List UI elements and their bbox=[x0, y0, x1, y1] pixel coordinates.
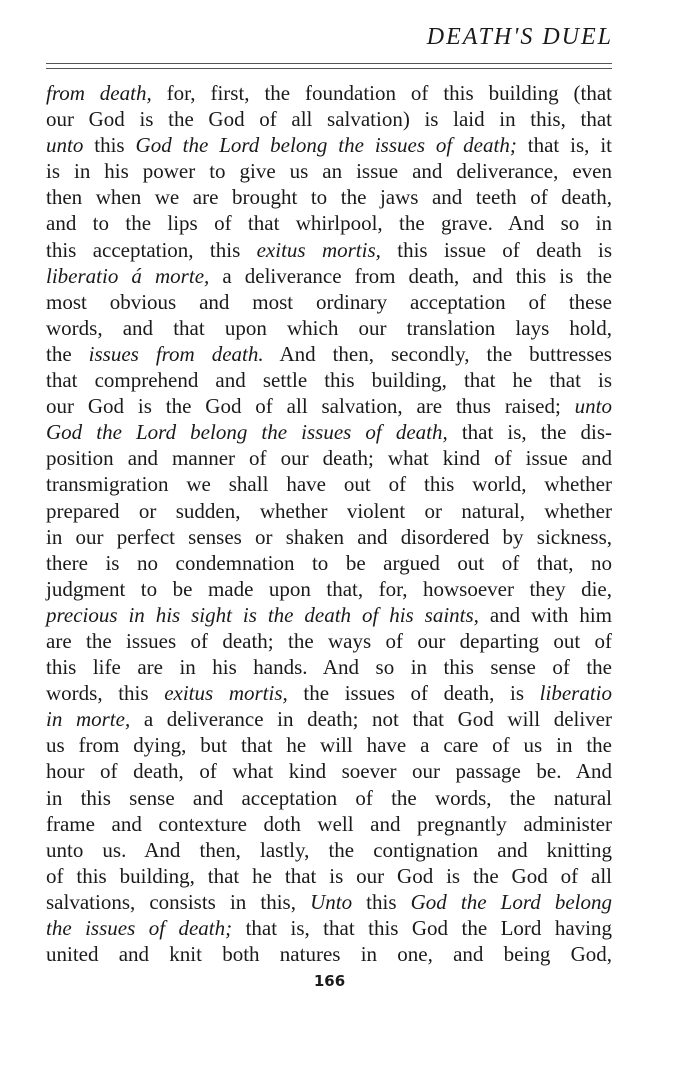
text-run: our God is the God of all salvation, are thus raised; bbox=[46, 394, 575, 419]
text-line bbox=[46, 315, 612, 341]
text-line bbox=[46, 524, 612, 550]
text-line bbox=[46, 785, 612, 811]
text-run: our God is the God of all salvation) is laid in this, that bbox=[46, 107, 612, 132]
italic-phrase: Unto bbox=[310, 889, 353, 914]
text-line bbox=[46, 915, 612, 941]
text-run: words, and that upon which our translation lays hold, bbox=[46, 315, 612, 340]
text-line bbox=[46, 106, 612, 132]
text-line bbox=[46, 80, 612, 106]
text-run: there is no condemnation to be argued out of that, no bbox=[46, 550, 612, 575]
text-run: that is, that this God the Lord having bbox=[232, 916, 612, 940]
text-line bbox=[46, 210, 612, 236]
text-line bbox=[46, 889, 612, 915]
text-line bbox=[46, 758, 612, 784]
text-run: and with him bbox=[478, 602, 612, 627]
text-line bbox=[46, 419, 612, 445]
text-run: the issues of death, is bbox=[287, 681, 540, 706]
text-run: us from dying, but that he will have a care of us in the bbox=[46, 733, 612, 758]
text-run: in our perfect senses or shaken and disordered by sickness, bbox=[46, 524, 612, 549]
italic-phrase: exitus mortis, bbox=[256, 237, 381, 262]
text-run: salvations, consists in this, bbox=[46, 889, 311, 914]
text-run: this life are in his hands. And so in this sense of the bbox=[46, 655, 612, 680]
text-run: judgment to be made upon that, for, howsoever they die, bbox=[46, 576, 612, 601]
text-run: in this sense and acceptation of the words, the natural bbox=[46, 785, 612, 810]
italic-phrase: issues from death. bbox=[88, 341, 264, 366]
text-run: and to the lips of that whirlpool, the grave. And so in bbox=[46, 211, 612, 236]
text-line bbox=[46, 628, 612, 654]
text-run: words, this bbox=[46, 681, 165, 706]
text-run: unto us. And then, lastly, the contignation and knitting bbox=[46, 837, 612, 862]
text-run: for, first, the foundation of this building (that bbox=[151, 81, 612, 105]
text-run: a deliverance from death, and this is the bbox=[209, 263, 612, 288]
text-line bbox=[46, 811, 612, 837]
text-line bbox=[46, 341, 612, 367]
text-line bbox=[46, 680, 612, 706]
text-line bbox=[46, 550, 612, 576]
italic-phrase: from death, bbox=[46, 81, 152, 105]
text-run: that is, it bbox=[516, 133, 613, 158]
text-run: And then, secondly, the buttresses bbox=[263, 341, 612, 366]
text-run: is in his power to give us an issue and deliverance, even bbox=[46, 159, 612, 184]
header-rule-top bbox=[46, 63, 612, 64]
text-line bbox=[46, 367, 612, 393]
text-run: position and manner of our death; what kind of issue and bbox=[46, 446, 612, 471]
text-run: this acceptation, this bbox=[46, 237, 257, 262]
text-run: most obvious and most ordinary acceptation of these bbox=[46, 289, 612, 314]
italic-phrase: liberatio bbox=[539, 681, 612, 706]
text-line bbox=[46, 132, 612, 158]
text-line bbox=[46, 498, 612, 524]
text-line bbox=[46, 184, 612, 210]
text-line bbox=[46, 706, 612, 732]
text-run: prepared or sudden, whether violent or natural, whether bbox=[46, 498, 612, 523]
text-run: this issue of death is bbox=[380, 237, 612, 262]
text-line bbox=[46, 237, 612, 263]
text-run: this bbox=[83, 133, 136, 158]
italic-phrase: unto bbox=[574, 394, 612, 419]
text-run: hour of death, of what kind soever our passage be. And bbox=[46, 759, 612, 784]
italic-phrase: God the Lord belong the issues of death; bbox=[135, 133, 517, 158]
text-line bbox=[46, 654, 612, 680]
text-run: united and knit both natures in one, and being God, bbox=[46, 942, 612, 967]
text-line bbox=[46, 289, 612, 315]
text-run: a deliverance in death; not that God will deliver bbox=[130, 707, 612, 732]
text-run: that comprehend and settle this building, that he that is bbox=[46, 368, 612, 393]
text-line bbox=[46, 471, 612, 497]
text-run: transmigration we shall have out of this world, whether bbox=[46, 472, 612, 497]
text-run: that is, the dis- bbox=[447, 420, 612, 445]
text-line bbox=[46, 158, 612, 184]
text-run: the bbox=[46, 341, 89, 366]
page-number: 166 bbox=[313, 972, 346, 990]
header-rule-bottom bbox=[46, 68, 612, 69]
text-run: frame and contexture doth well and pregnantly administer bbox=[46, 811, 612, 836]
running-title: DEATH'S DUEL bbox=[426, 24, 613, 50]
body-text bbox=[46, 80, 612, 967]
italic-phrase: in morte, bbox=[46, 707, 131, 732]
text-line bbox=[46, 445, 612, 471]
text-line bbox=[46, 602, 612, 628]
text-run: then when we are brought to the jaws and teeth of death, bbox=[46, 185, 612, 210]
text-line bbox=[46, 732, 612, 758]
italic-phrase: liberatio á morte, bbox=[46, 263, 210, 288]
text-run: are the issues of death; the ways of our departing out of bbox=[46, 628, 612, 653]
text-line bbox=[46, 263, 612, 289]
text-run: this bbox=[352, 889, 411, 914]
italic-phrase: precious in his sight is the death of his saints, bbox=[46, 602, 479, 627]
text-line bbox=[46, 941, 612, 967]
text-line bbox=[46, 863, 612, 889]
text-run: of this building, that he that is our God is the God of all bbox=[46, 863, 612, 888]
text-line bbox=[46, 837, 612, 863]
italic-phrase: God the Lord belong bbox=[410, 889, 612, 914]
italic-phrase: unto bbox=[46, 133, 84, 158]
italic-phrase: the issues of death; bbox=[46, 916, 233, 940]
text-line bbox=[46, 576, 612, 602]
italic-phrase: God the Lord belong the issues of death, bbox=[46, 420, 448, 445]
italic-phrase: exitus mortis, bbox=[164, 681, 288, 706]
text-line bbox=[46, 393, 612, 419]
